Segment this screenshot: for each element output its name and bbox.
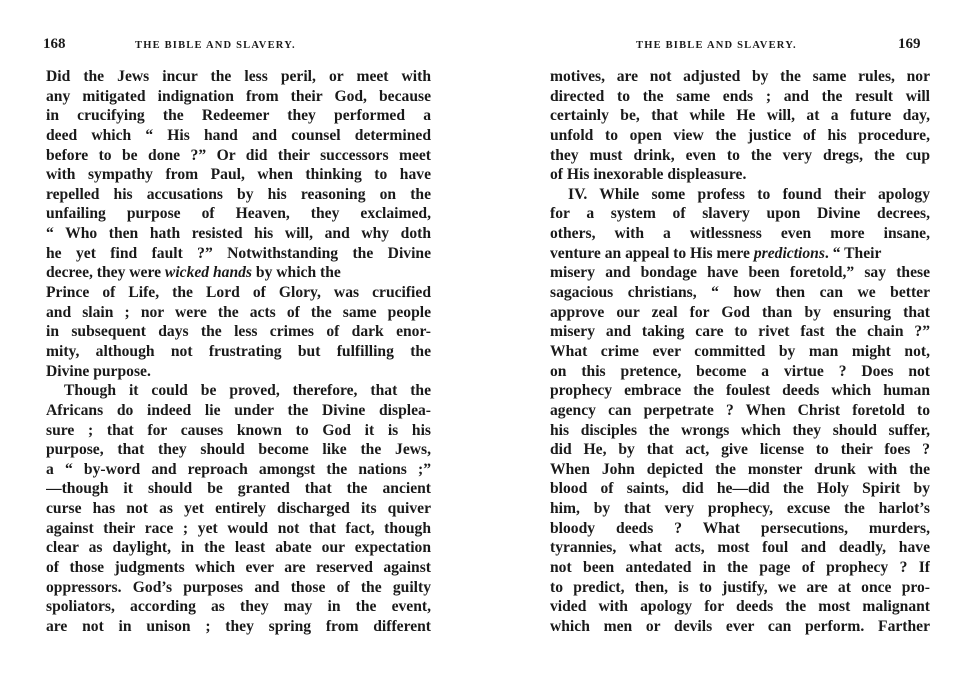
text-line: Africans do indeed lie under the Divine displea- — [46, 401, 431, 419]
text-line: motives, are not adjusted by the same rules, nor — [550, 68, 930, 85]
italic-phrase: predictions — [753, 244, 825, 262]
text-line: certainly be, that while He will, at a future day, — [550, 107, 930, 125]
text-line: Though it could be proved, therefore, that the — [64, 382, 431, 400]
text-line: others, with a witlessness even more insane, — [550, 225, 930, 243]
text-line: did He, by that act, give license to their foes ? — [550, 441, 930, 459]
text-segment: decree, they were — [46, 264, 165, 282]
text-line: with sympathy from Paul, when thinking to have — [46, 166, 431, 184]
text-line: IV. While some profess to found their apology — [568, 185, 930, 203]
text-line: “ Who then hath resisted his will, and why doth — [46, 225, 431, 243]
text-line: oppressors. God’s purposes and those of the guilty — [46, 578, 431, 596]
text-line: blood of saints, did he—did the Holy Spirit by — [550, 480, 930, 498]
text-line: unfold to open view the justice of his procedure, — [550, 126, 930, 144]
text-line: misery and taking care to rivet fast the chain ?” — [550, 323, 930, 341]
text-line: in subsequent days the less crimes of dark enor- — [46, 323, 431, 341]
left-running-title: THE BIBLE AND SLAVERY. — [135, 40, 296, 51]
text-line — [550, 244, 930, 264]
text-line: on this pretence, become a virtue ? Does not — [550, 362, 930, 380]
text-line: in crucifying the Redeemer they performed a — [46, 107, 431, 125]
text-line: which men or devils ever can perform. Farther — [550, 617, 930, 635]
text-segment: . “ Their — [824, 244, 882, 262]
right-running-title: THE BIBLE AND SLAVERY. — [636, 40, 797, 51]
text-line: they must drink, even to the very dregs, the cup — [550, 146, 930, 164]
text-line: before to be done ?” Or did their successors meet — [46, 146, 431, 164]
text-line: repelled his accusations by his reasoning on the — [46, 185, 431, 203]
text-line: —though it should be granted that the ancient — [46, 480, 431, 498]
text-line: are not in unison ; they spring from different — [46, 617, 431, 635]
text-line: purpose, that they should become like the Jews, — [46, 441, 431, 459]
text-line: tyrannies, what acts, most foul and deadly, have — [550, 539, 930, 557]
text-line: approve our zeal for God than by ensuring that — [550, 303, 930, 321]
text-line: for a system of slavery upon Divine decrees, — [550, 205, 930, 223]
text-line: and slain ; nor were the acts of the same people — [46, 303, 431, 321]
text-line: Divine purpose. — [46, 362, 151, 380]
right-page-number: 169 — [898, 36, 921, 52]
text-line: spoliators, according as they may in the event, — [46, 598, 431, 616]
italic-phrase: wicked hands — [164, 264, 252, 282]
text-line: of those judgments which ever are reserved against — [46, 559, 431, 577]
text-line: a “ by-word and reproach amongst the nations ;” — [46, 460, 431, 478]
text-line: any mitigated indignation from their God, because — [46, 87, 431, 105]
right-page — [490, 0, 980, 684]
text-line: not been antedated in the page of prophecy ? If — [550, 559, 930, 577]
text-line: his disciples the wrongs which they should suffer, — [550, 421, 930, 439]
text-line: mity, although not frustrating but fulfilling the — [46, 342, 431, 360]
text-line: to predict, then, is to justify, we are at once pro- — [550, 578, 930, 596]
text-line: of His inexorable displeasure. — [550, 166, 747, 184]
left-body-text — [46, 67, 431, 637]
text-line: agency can perpetrate ? When Christ foretold to — [550, 401, 930, 419]
text-line: he yet find fault ?” Notwithstanding the Divine — [46, 244, 431, 262]
right-body-text — [550, 67, 930, 637]
text-line: deed which “ His hand and counsel determined — [46, 126, 431, 144]
text-line: prophecy embrace the foulest deeds which human — [550, 382, 930, 400]
text-line: sure ; that for causes known to God it is his — [46, 421, 431, 439]
text-line: him, by that very prophecy, excuse the harlot’s — [550, 500, 930, 518]
text-line: sagacious christians, “ how then can we better — [550, 284, 930, 302]
text-line: directed to the same ends ; and the result will — [550, 87, 930, 105]
text-line: When John depicted the monster drunk with the — [550, 460, 930, 478]
text-line: bloody deeds ? What persecutions, murders, — [550, 519, 930, 537]
text-line: against their race ; yet would not that fact, though — [46, 519, 431, 537]
text-line: clear as daylight, in the least abate our expectation — [46, 539, 431, 557]
text-line: What crime ever committed by man might not, — [550, 342, 930, 360]
text-line: curse has not as yet entirely discharged its quiver — [46, 500, 431, 518]
text-segment: by which the — [252, 264, 341, 282]
text-line: unfailing purpose of Heaven, they exclaimed, — [46, 205, 431, 223]
text-line: vided with apology for deeds the most malignant — [550, 598, 930, 616]
text-segment: venture an appeal to His mere — [550, 244, 754, 262]
text-line — [46, 263, 431, 283]
text-line: misery and bondage have been foretold,” say these — [550, 264, 930, 282]
text-line: Prince of Life, the Lord of Glory, was crucified — [46, 284, 431, 302]
left-page-number: 168 — [43, 36, 66, 52]
text-line: Did the Jews incur the less peril, or meet with — [46, 68, 431, 85]
